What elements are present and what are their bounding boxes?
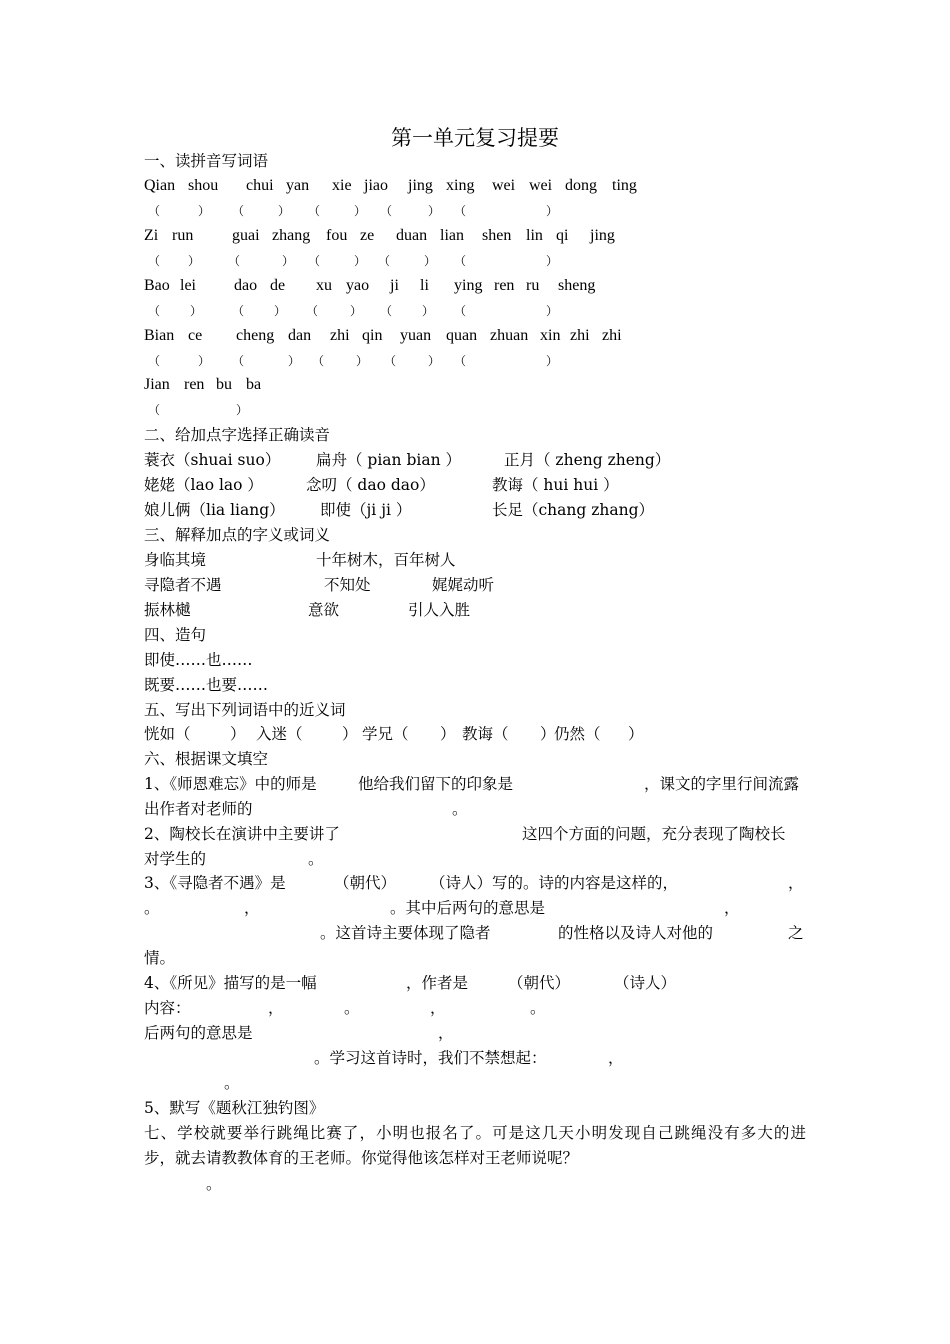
paren-close: ）: [282, 254, 295, 268]
pinyin-word: guai: [232, 227, 260, 244]
reading-choice: 长足（chang zhang）: [492, 501, 655, 519]
fill-text: 。: [144, 899, 160, 917]
fill-text: 。: [344, 999, 360, 1017]
fill-text: 。这首诗主要体现了隐者: [320, 924, 491, 942]
pinyin-word: lin: [526, 227, 543, 244]
fill-text: 。其中后两句的意思是: [390, 899, 546, 917]
fill-text: ，: [608, 1049, 624, 1067]
paren-close: ）: [546, 254, 559, 268]
reading-choice: 扁舟（ pian bian ）: [316, 451, 461, 469]
pinyin-word: Jian: [144, 376, 170, 393]
fill-text: （诗人）写的。诗的内容是这样的，: [430, 874, 679, 892]
synonym-close: ）: [230, 725, 246, 743]
synonym-item: 恍如（: [144, 725, 191, 743]
paren-open: （: [454, 354, 467, 368]
pinyin-word: Bao: [144, 277, 170, 294]
reading-choice: 即使（ji ji ）: [320, 501, 412, 519]
word-item: 振林樾: [144, 601, 191, 619]
pinyin-word: run: [172, 227, 194, 244]
section-6-heading: 六、根据课文填空: [144, 750, 269, 768]
pinyin-word: zhi: [570, 327, 590, 344]
fill-text: 之: [788, 924, 804, 942]
pinyin-word: xie: [332, 177, 352, 194]
synonym-close: ）: [628, 725, 644, 743]
synonym-item: 仍然（: [554, 725, 601, 743]
pinyin-word: ji: [390, 277, 399, 294]
section-2-heading: 二、给加点字选择正确读音: [144, 426, 331, 444]
pinyin-word: ce: [188, 327, 203, 344]
pinyin-word: chui: [246, 177, 274, 194]
fill-text: 3、《寻隐者不遇》是: [144, 874, 286, 892]
paren-close: ）: [546, 204, 559, 218]
fill-text: 。: [452, 800, 468, 818]
fill-text: 。: [206, 1175, 222, 1193]
fill-text: 的性格以及诗人对他的: [558, 924, 714, 942]
paren-close: ）: [428, 354, 441, 368]
pinyin-word: xin: [540, 327, 561, 344]
pinyin-word: ren: [184, 376, 205, 393]
word-item: 意欲: [308, 601, 340, 619]
pinyin-word: de: [270, 277, 286, 294]
fill-text: 2、陶校长在演讲中主要讲了: [144, 825, 340, 843]
paren-open: （: [232, 304, 245, 318]
word-item: 引人入胜: [408, 601, 471, 619]
fill-text: ，: [788, 874, 804, 892]
word-item: 身临其境: [144, 551, 207, 569]
paren-close: ）: [288, 354, 301, 368]
fill-q5: 5、默写《题秋江独钓图》: [144, 1099, 325, 1117]
fill-text: 。学习这首诗时，我们不禁想起：: [314, 1049, 547, 1067]
section-4-heading: 四、造句: [144, 626, 207, 644]
paren-close: ）: [354, 254, 367, 268]
synonym-close: ）: [540, 725, 556, 743]
section-7-line-2: 步，就去请教教体育的王老师。你觉得他该怎样对王老师说呢？: [144, 1149, 579, 1167]
pinyin-word: lei: [180, 277, 196, 294]
pinyin-word: fou: [326, 227, 348, 244]
pinyin-word: zhi: [602, 327, 622, 344]
paren-open: （: [454, 204, 467, 218]
paren-open: （: [380, 204, 393, 218]
section-3-heading: 三、解释加点的字义或词义: [144, 526, 331, 544]
paren-open: （: [148, 403, 161, 417]
paren-close: ）: [274, 304, 287, 318]
fill-text: 对学生的: [144, 850, 207, 868]
paren-open: （: [384, 354, 397, 368]
fill-text: ，: [268, 999, 284, 1017]
word-item: 十年树木，百年树人: [316, 551, 456, 569]
fill-text: 。: [530, 999, 546, 1017]
paren-close: ）: [546, 304, 559, 318]
paren-open: （: [380, 304, 393, 318]
pinyin-word: ren: [494, 277, 515, 294]
section-7-text: 七、学校就要举行跳绳比赛了，小明也报名了。可是这几天小明发现自己跳绳没有多大的进: [144, 1124, 806, 1142]
paren-close: ）: [198, 354, 211, 368]
fill-text: （朝代）: [508, 974, 571, 992]
paren-open: （: [454, 254, 467, 268]
pinyin-word: ting: [612, 177, 637, 194]
pinyin-word: ze: [360, 227, 375, 244]
paren-close: ）: [236, 403, 249, 417]
section-5-heading: 五、写出下列词语中的近义词: [144, 701, 346, 719]
pinyin-word: zhuan: [490, 327, 529, 344]
pinyin-word: Zi: [144, 227, 159, 244]
pinyin-word: yan: [286, 177, 310, 194]
paren-open: （: [308, 254, 321, 268]
paren-close: ）: [428, 204, 441, 218]
paren-open: （: [308, 204, 321, 218]
pinyin-word: shen: [482, 227, 512, 244]
pinyin-word: jiao: [364, 177, 388, 194]
pinyin-word: duan: [396, 227, 428, 244]
synonym-close: ）: [342, 725, 358, 743]
pinyin-word: cheng: [236, 327, 275, 344]
synonym-close: ）: [440, 725, 456, 743]
fill-text: 出作者对老师的: [144, 800, 253, 818]
fill-text: 后两句的意思是: [144, 1024, 253, 1042]
fill-text: ，作者是: [406, 974, 469, 992]
pinyin-word: Qian: [144, 177, 176, 194]
paren-open: （: [148, 354, 161, 368]
synonym-item: 入迷（: [256, 725, 303, 743]
fill-text: ，: [430, 999, 446, 1017]
pinyin-word: qi: [556, 227, 569, 244]
word-item: 不知处: [324, 576, 371, 594]
page-title: 第一单元复习提要: [391, 126, 559, 150]
paren-close: ）: [188, 254, 201, 268]
paren-open: （: [232, 354, 245, 368]
paren-close: ）: [422, 304, 435, 318]
pinyin-word: xing: [446, 177, 475, 194]
reading-choice: 姥姥（lao lao ）: [144, 476, 263, 494]
pinyin-word: bu: [216, 376, 232, 393]
pinyin-word: xu: [316, 277, 332, 294]
pinyin-word: dong: [565, 177, 597, 194]
fill-text: （朝代）: [334, 874, 397, 892]
pinyin-word: shou: [188, 177, 219, 194]
fill-text: 他给我们留下的印象是: [358, 775, 514, 793]
paren-open: （: [312, 354, 325, 368]
pinyin-word: sheng: [558, 277, 596, 294]
paren-open: （: [148, 304, 161, 318]
pinyin-word: wei: [529, 177, 553, 194]
pinyin-word: zhang: [272, 227, 311, 244]
word-item: 娓娓动听: [432, 576, 495, 594]
paren-close: ）: [356, 354, 369, 368]
paren-open: （: [228, 254, 241, 268]
pinyin-word: ying: [454, 277, 483, 294]
pinyin-word: Bian: [144, 327, 175, 344]
paren-close: ）: [190, 304, 203, 318]
paren-close: ）: [350, 304, 363, 318]
paren-open: （: [232, 204, 245, 218]
paren-close: ）: [354, 204, 367, 218]
synonym-item: 学兄（: [362, 725, 409, 743]
sentence-prompt-2: 既要……也要……: [144, 676, 269, 694]
pinyin-word: dao: [234, 277, 258, 294]
pinyin-word: wei: [492, 177, 516, 194]
fill-text: ，: [244, 899, 260, 917]
sentence-prompt-1: 即使……也……: [144, 651, 253, 669]
fill-text: ，课文的字里行间流露: [644, 775, 800, 793]
paren-open: （: [306, 304, 319, 318]
pinyin-word: ba: [246, 376, 262, 393]
pinyin-word: ru: [526, 277, 540, 294]
paren-close: ）: [546, 354, 559, 368]
pinyin-word: jing: [408, 177, 433, 194]
fill-text: 1、《师恩难忘》中的师是: [144, 775, 317, 793]
paren-close: ）: [198, 204, 211, 218]
fill-q3-line-4: 情。: [144, 949, 176, 967]
fill-text: 这四个方面的问题，充分表现了陶校长: [522, 825, 786, 843]
word-item: 寻隐者不遇: [144, 576, 222, 594]
paren-open: （: [148, 204, 161, 218]
section-1-heading: 一、读拼音写词语: [144, 152, 269, 170]
pinyin-word: yuan: [400, 327, 432, 344]
fill-text: 。: [308, 850, 324, 868]
fill-text: 4、《所见》描写的是一幅: [144, 974, 317, 992]
paren-open: （: [148, 254, 161, 268]
paren-open: （: [454, 304, 467, 318]
section-7-line-1: [144, 1121, 806, 1145]
paren-close: ）: [278, 204, 291, 218]
reading-choice: 蓑衣（shuai suo）: [144, 451, 281, 469]
pinyin-word: qin: [362, 327, 383, 344]
pinyin-word: jing: [590, 227, 615, 244]
reading-choice: 念叨（ dao dao）: [306, 476, 435, 494]
reading-choice: 正月（ zheng zheng）: [504, 451, 671, 469]
fill-text: ，: [724, 899, 740, 917]
reading-choice: 教诲（ hui hui ）: [492, 476, 619, 494]
pinyin-word: lian: [440, 227, 464, 244]
fill-text: ，: [438, 1024, 454, 1042]
fill-text: 。: [224, 1074, 240, 1092]
pinyin-word: yao: [346, 277, 370, 294]
pinyin-word: li: [420, 277, 429, 294]
fill-text: （诗人）: [614, 974, 677, 992]
pinyin-word: dan: [288, 327, 312, 344]
paren-close: ）: [424, 254, 437, 268]
reading-choice: 娘儿俩（lia liang）: [144, 501, 285, 519]
paren-open: （: [378, 254, 391, 268]
pinyin-word: quan: [446, 327, 478, 344]
synonym-item: 教诲（: [462, 725, 509, 743]
pinyin-word: zhi: [330, 327, 350, 344]
fill-text: 内容：: [144, 999, 191, 1017]
